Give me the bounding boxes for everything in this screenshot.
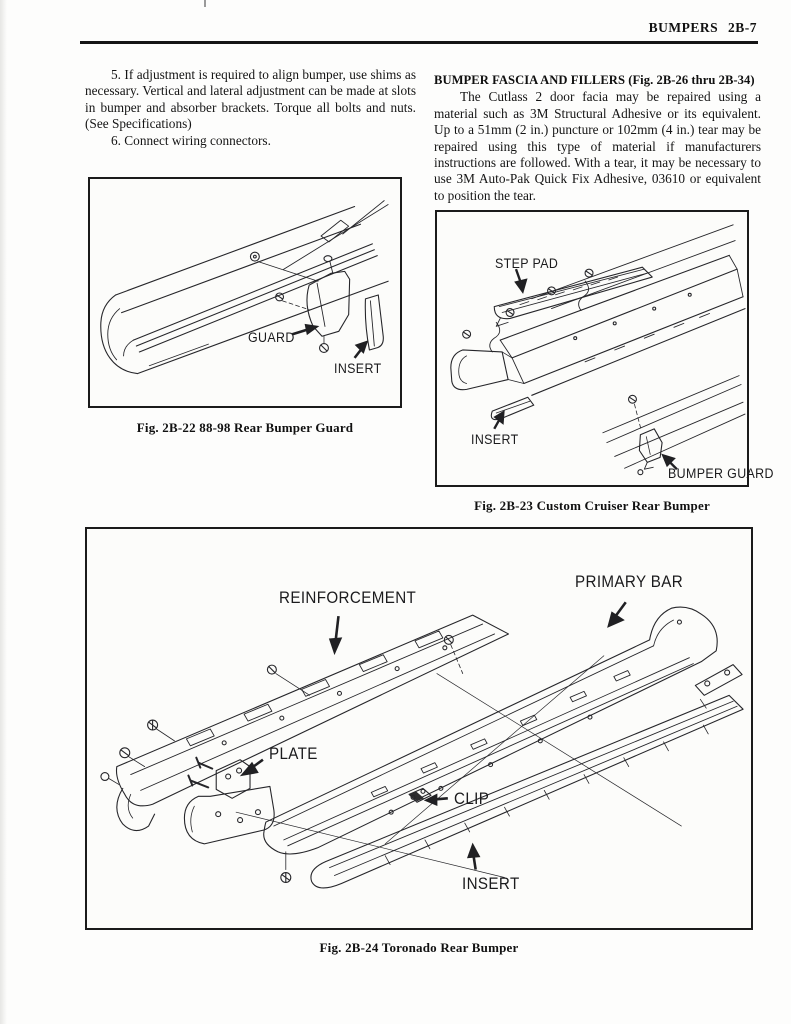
header-rule	[80, 41, 758, 44]
figure-2b24-box	[85, 527, 753, 930]
figure-2b22-box	[88, 177, 402, 408]
page-header-title: BUMPERS 2B-7	[648, 20, 757, 35]
figure-label-insert: INSERT	[462, 875, 520, 893]
figure-label-insert: INSERT	[334, 361, 382, 376]
left-column	[85, 67, 416, 149]
paragraph-step-5: 5. If adjustment is required to align bumper, use shims as necessary. Vertical and lateral adjustment can be made at slots in bumper and absorber brackets. Torque all bolts and nuts. (See Specifications)	[85, 67, 416, 132]
scan-artifact	[204, 0, 206, 7]
figure-2b22-caption: Fig. 2B-22 88-98 Rear Bumper Guard	[136, 420, 354, 435]
figure-label-reinforcement: REINFORCEMENT	[279, 589, 417, 607]
figure-label-insert: INSERT	[471, 432, 519, 447]
figure-2b23-box	[435, 210, 774, 487]
section-heading-bumper-fascia: BUMPER FASCIA AND FILLERS (Fig. 2B-26 thru 2B-34)	[434, 73, 755, 87]
figure-2b24-caption: Fig. 2B-24 Toronado Rear Bumper	[319, 940, 519, 955]
figure-label-plate: PLATE	[269, 745, 318, 763]
right-column	[434, 72, 761, 204]
figure-label-step-pad: STEP PAD	[495, 256, 559, 271]
paragraph-step-6: 6. Connect wiring connectors.	[111, 132, 271, 148]
scan-edge-shade	[0, 0, 7, 1024]
figure-2b23-caption: Fig. 2B-23 Custom Cruiser Rear Bumper	[474, 498, 710, 513]
figure-label-bumper-guard: BUMPER GUARD	[668, 466, 774, 481]
figure-label-clip: CLIP	[454, 790, 490, 808]
paragraph-fascia-body: The Cutlass 2 door facia may be repaired using a material such as 3M Structural Adhesive or its equivalent. Up to a 51mm (2 in.) puncture or 102mm (4 in.) tear may be repaired using this type of material if manufacturers instructions are followed. With a tear, it may be necessary to use 3M Auto-Pak Quick Fix Adhesive, 03610 or equivalent to position the tear.	[434, 89, 761, 203]
figure-label-primary-bar: PRIMARY BAR	[575, 573, 684, 591]
figure-label-guard: GUARD	[248, 330, 295, 345]
